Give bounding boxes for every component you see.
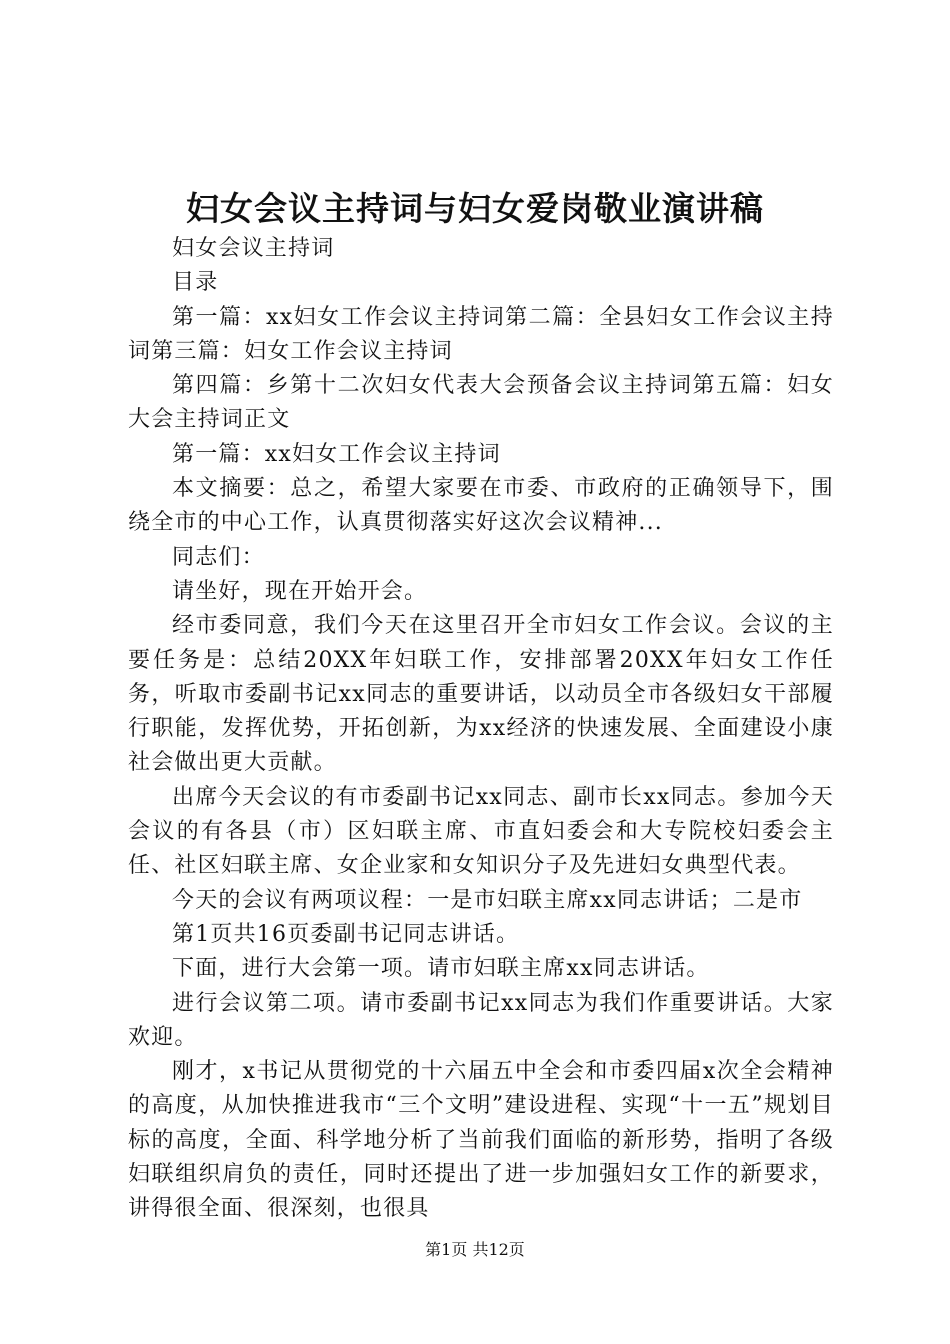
paragraph-first-item: 下面，进行大会第一项。请市妇联主席xx同志讲话。 bbox=[172, 956, 710, 982]
document-title: 妇女会议主持词与妇女爱岗敬业演讲稿 bbox=[186, 189, 764, 228]
paragraph-greeting: 同志们： bbox=[172, 544, 265, 570]
paragraph-abstract: 本文摘要：总之，希望大家要在市委、市政府的正确领导下，围绕全市的中心工作，认真贯彻落实好这次会议精神... bbox=[128, 476, 834, 536]
document-body bbox=[128, 232, 834, 1227]
paragraph-subtitle: 妇女会议主持词 bbox=[172, 236, 335, 261]
paragraph-toc-line-2: 第四篇：乡第十二次妇女代表大会预备会议主持词第五篇：妇女大会主持词正文 bbox=[128, 373, 834, 433]
paragraph-agenda: 今天的会议有两项议程：一是市妇联主席xx同志讲话；二是市 bbox=[172, 887, 803, 913]
paragraph-meeting-purpose: 经市委同意，我们今天在这里召开全市妇女工作会议。会议的主要任务是：总结20XX年妇联工作，安排部署20XX年妇女工作任务，听取市委副书记xx同志的重要讲话，以动员全市各级妇女干部履行职能，发挥优势，开拓创新，为xx经济的快速发展、全面建设小康社会做出更大贡献。 bbox=[128, 613, 834, 776]
paragraph-summary: 刚才，x书记从贯彻党的十六届五中全会和市委四届x次全会精神的高度，从加快推进我市“三个文明”建设进程、实现“十一五”规划目标的高度，全面、科学地分析了当前我们面临的新形势，指明了各级妇联组织肩负的责任，同时还提出了进一步加强妇女工作的新要求，讲得很全面、很深刻，也很具 bbox=[128, 1059, 834, 1222]
paragraph-attendees: 出席今天会议的有市委副书记xx同志、副市长xx同志。参加今天会议的有各县（市）区妇联主席、市直妇委会和大专院校妇委会主任、社区妇联主席、女企业家和女知识分子及先进妇女典型代表。 bbox=[128, 784, 834, 879]
paragraph-toc-line-1: 第一篇：xx妇女工作会议主持词第二篇：全县妇女工作会议主持词第三篇：妇女工作会议主持词 bbox=[128, 304, 834, 364]
page-footer: 第1页 共12页 bbox=[425, 1240, 525, 1259]
paragraph-toc-heading: 目录 bbox=[172, 270, 219, 296]
paragraph-opening: 请坐好，现在开始开会。 bbox=[172, 578, 428, 604]
paragraph-section-heading: 第一篇：xx妇女工作会议主持词 bbox=[172, 441, 501, 467]
paragraph-second-item: 进行会议第二项。请市委副书记xx同志为我们作重要讲话。大家欢迎。 bbox=[128, 990, 834, 1050]
paragraph-page-break-text: 第1页共16页委副书记同志讲话。 bbox=[172, 921, 520, 947]
